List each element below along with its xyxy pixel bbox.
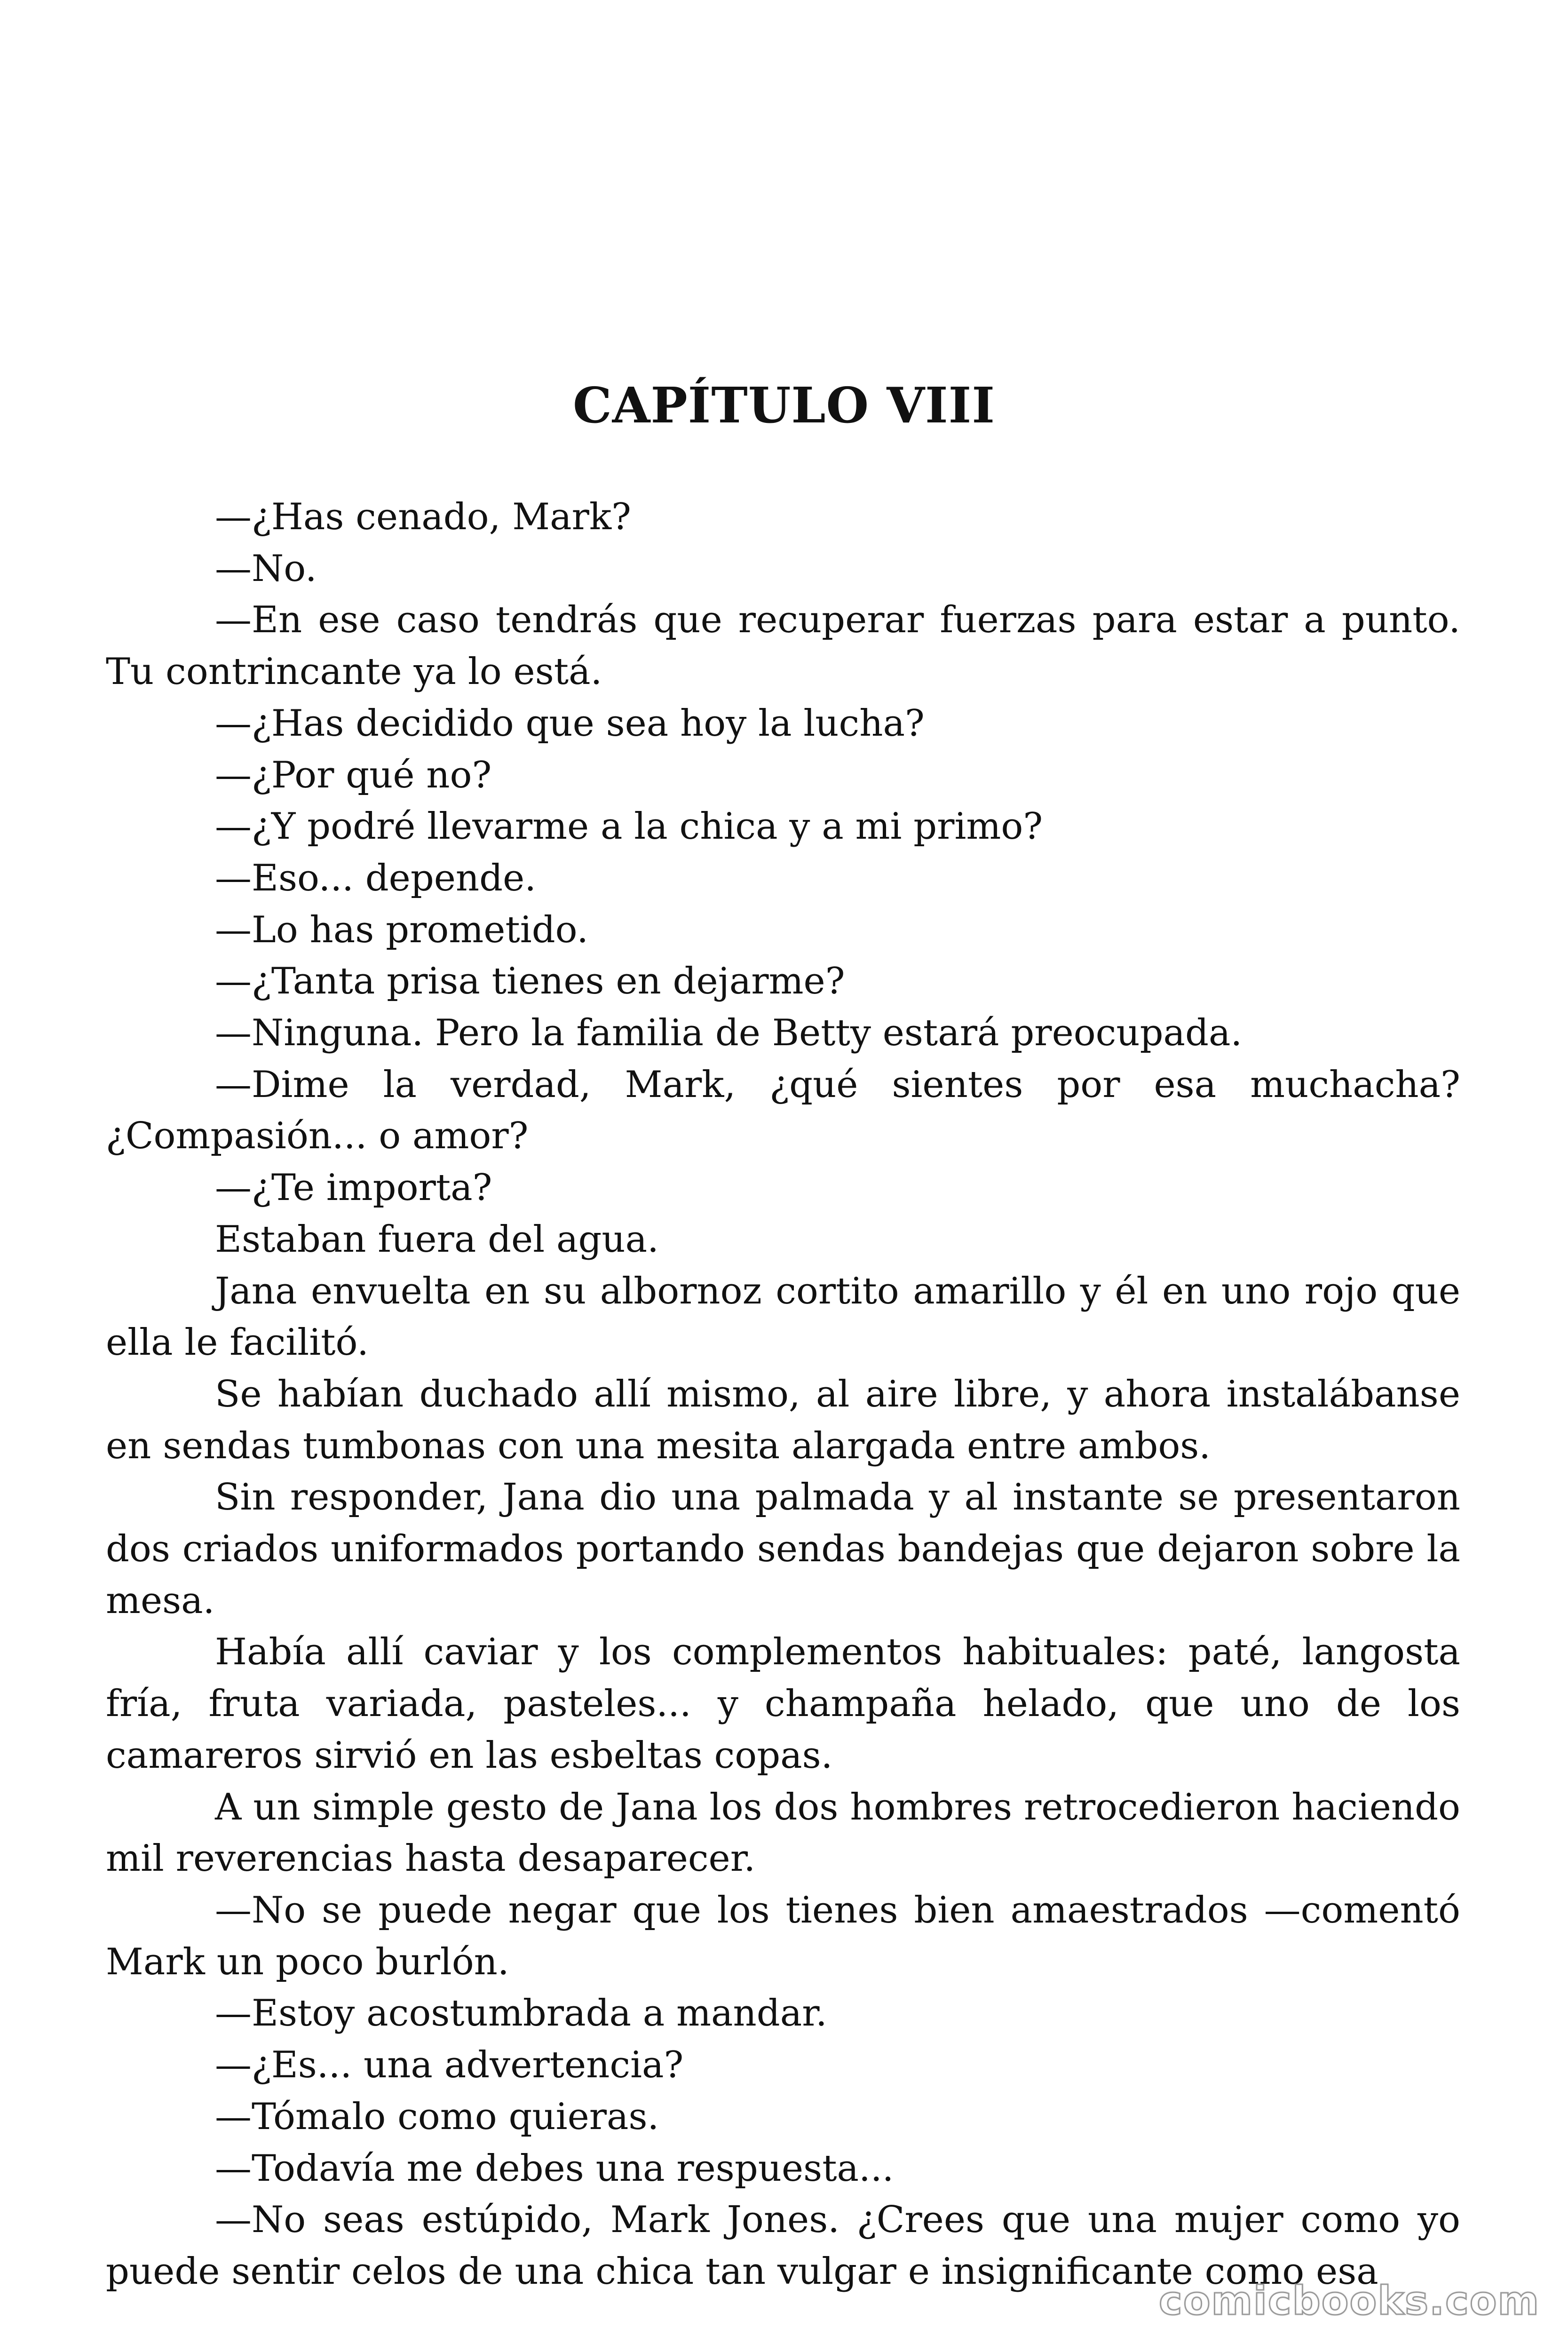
- paragraph: —Ninguna. Pero la familia de Betty estará preocupada.: [215, 1012, 1243, 1055]
- paragraph: —Tómalo como quieras.: [215, 2095, 659, 2138]
- watermark: comicbooks.com: [1159, 2278, 1540, 2324]
- paragraph: —No seas estúpido, Mark Jones. ¿Crees que una mujer como yo puede sentir celos de una chica tan vulgar e insignificante como esa: [106, 2199, 1460, 2293]
- paragraph: Estaban fuera del agua.: [215, 1218, 659, 1261]
- paragraph: —Lo has prometido.: [215, 908, 589, 951]
- paragraph: Había allí caviar y los complementos habituales: paté, langosta fría, fruta variada, pasteles... y champaña helado, que uno de los camareros sirvió en las esbeltas copas.: [106, 1631, 1460, 1777]
- chapter-title: CAPÍTULO VIII: [573, 376, 995, 434]
- paragraph: —¿Y podré llevarme a la chica y a mi primo?: [215, 805, 1043, 848]
- paragraph: Se habían duchado allí mismo, al aire libre, y ahora instalábanse en sendas tumbonas con una mesita alargada entre ambos.: [106, 1373, 1460, 1467]
- paragraph: —No.: [215, 547, 317, 590]
- paragraph: —¿Has decidido que sea hoy la lucha?: [215, 702, 925, 745]
- paragraph: A un simple gesto de Jana los dos hombres retrocedieron haciendo mil reverencias hasta desaparecer.: [106, 1786, 1460, 1880]
- paragraph: —¿Has cenado, Mark?: [215, 496, 631, 538]
- paragraph: —Estoy acostumbrada a mandar.: [215, 1992, 827, 2035]
- paragraph: —¿Tanta prisa tienes en dejarme?: [215, 960, 845, 1003]
- body-text: [106, 492, 1460, 2298]
- paragraph: —Todavía me debes una respuesta...: [215, 2147, 894, 2190]
- paragraph: —¿Es... una advertencia?: [215, 2044, 684, 2087]
- paragraph: —No se puede negar que los tienes bien amaestrados —comentó Mark un poco burlón.: [106, 1889, 1460, 1983]
- paragraph: —En ese caso tendrás que recuperar fuerzas para estar a punto. Tu contrincante ya lo está.: [106, 599, 1460, 693]
- paragraph: —Eso... depende.: [215, 857, 537, 899]
- paragraph: —Dime la verdad, Mark, ¿qué sientes por esa muchacha? ¿Compasión... o amor?: [106, 1063, 1460, 1158]
- paragraph: —¿Por qué no?: [215, 754, 492, 796]
- paragraph: Sin responder, Jana dio una palmada y al instante se presentaron dos criados uniformados portando sendas bandejas que dejaron sobre la mesa.: [106, 1476, 1460, 1622]
- paragraph: —¿Te importa?: [215, 1167, 492, 1209]
- paragraph: Jana envuelta en su albornoz cortito amarillo y él en uno rojo que ella le facilitó.: [106, 1270, 1460, 1364]
